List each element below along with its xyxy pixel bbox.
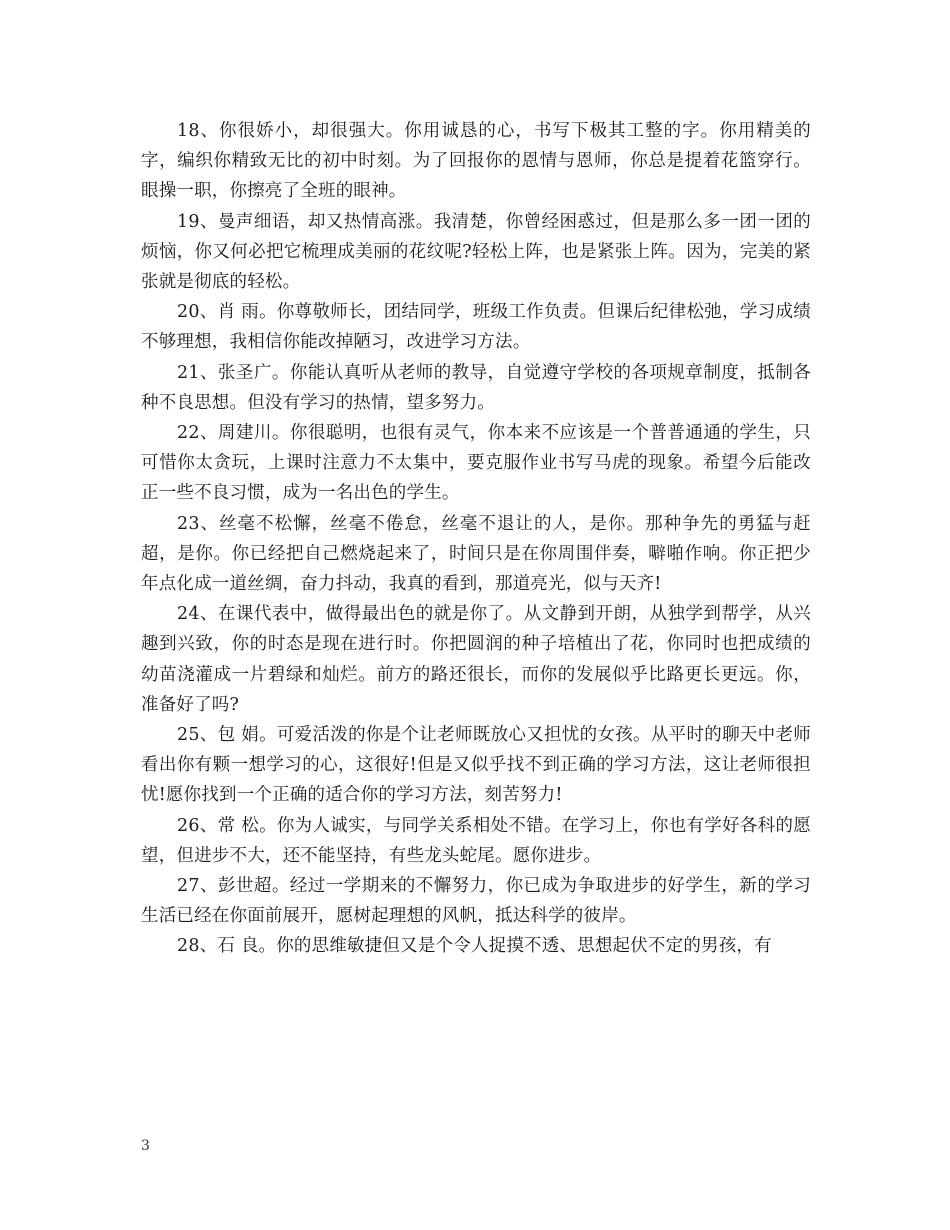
paragraph-26: 26、常 松。你为人诚实，与同学关系相处不错。在学习上，你也有学好各科的愿望，但进步不大，还不能坚持，有些龙头蛇尾。愿你进步。	[141, 815, 811, 866]
paragraph-24: 24、在课代表中，做得最出色的就是你了。从文静到开朗，从独学到帮学，从兴趣到兴致，你的时态是现在进行时。你把圆润的种子培植出了花，你同时也把成绩的幼苗浇灌成一片碧绿和灿烂。前方的路还很长，而你的发展似乎比路更长更远。你，准备好了吗?	[141, 604, 811, 715]
paragraph-27: 27、彭世超。经过一学期来的不懈努力，你已成为争取进步的好学生，新的学习生活已经在你面前展开，愿树起理想的风帆，抵达科学的彼岸。	[141, 876, 811, 927]
paragraph-22: 22、周建川。你很聪明，也很有灵气，你本来不应该是一个普普通通的学生，只可惜你太贪玩，上课时注意力不太集中，要克服作业书写马虎的现象。希望今后能改正一些不良习惯，成为一名出色的学生。	[141, 423, 811, 504]
paragraph-25: 25、包 娟。可爱活泼的你是个让老师既放心又担忧的女孩。从平时的聊天中老师看出你有颗一想学习的心，这很好!但是又似乎找不到正确的学习方法，这让老师很担忧!愿你找到一个正确的适合你的学习方法，刻苦努力!	[141, 725, 811, 806]
paragraph-20: 20、肖 雨。你尊敬师长，团结同学，班级工作负责。但课后纪律松弛，学习成绩不够理想，我相信你能改掉陋习，改进学习方法。	[141, 302, 811, 353]
paragraph-23: 23、丝毫不松懈，丝毫不倦怠，丝毫不退让的人，是你。那种争先的勇猛与赶超，是你。你已经把自己燃烧起来了，时间只是在你周围伴奏，噼啪作响。你正把少年点化成一道丝绸，奋力抖动，我真的看到，那道亮光，似与天齐!	[141, 513, 811, 595]
paragraph-21: 21、张圣广。你能认真听从老师的教导，自觉遵守学校的各项规章制度，抵制各种不良思想。但没有学习的热情，望多努力。	[141, 362, 811, 413]
paragraph-18: 18、你很娇小，却很强大。你用诚恳的心，书写下极其工整的字。你用精美的字，编织你精致无比的初中时刻。为了回报你的恩情与恩师，你总是提着花篮穿行。眼操一职，你擦亮了全班的眼神。	[141, 121, 811, 202]
paragraph-28: 28、石 良。你的思维敏捷但又是个令人捉摸不透、思想起伏不定的男孩，有	[177, 936, 772, 957]
paragraph-19: 19、曼声细语，却又热情高涨。我清楚，你曾经困惑过，但是那么多一团一团的烦恼，你又何必把它梳理成美丽的花纹呢?轻松上阵，也是紧张上阵。因为，完美的紧张就是彻底的轻松。	[141, 211, 811, 293]
document-body	[141, 116, 811, 962]
page-number: 3	[141, 1138, 150, 1154]
